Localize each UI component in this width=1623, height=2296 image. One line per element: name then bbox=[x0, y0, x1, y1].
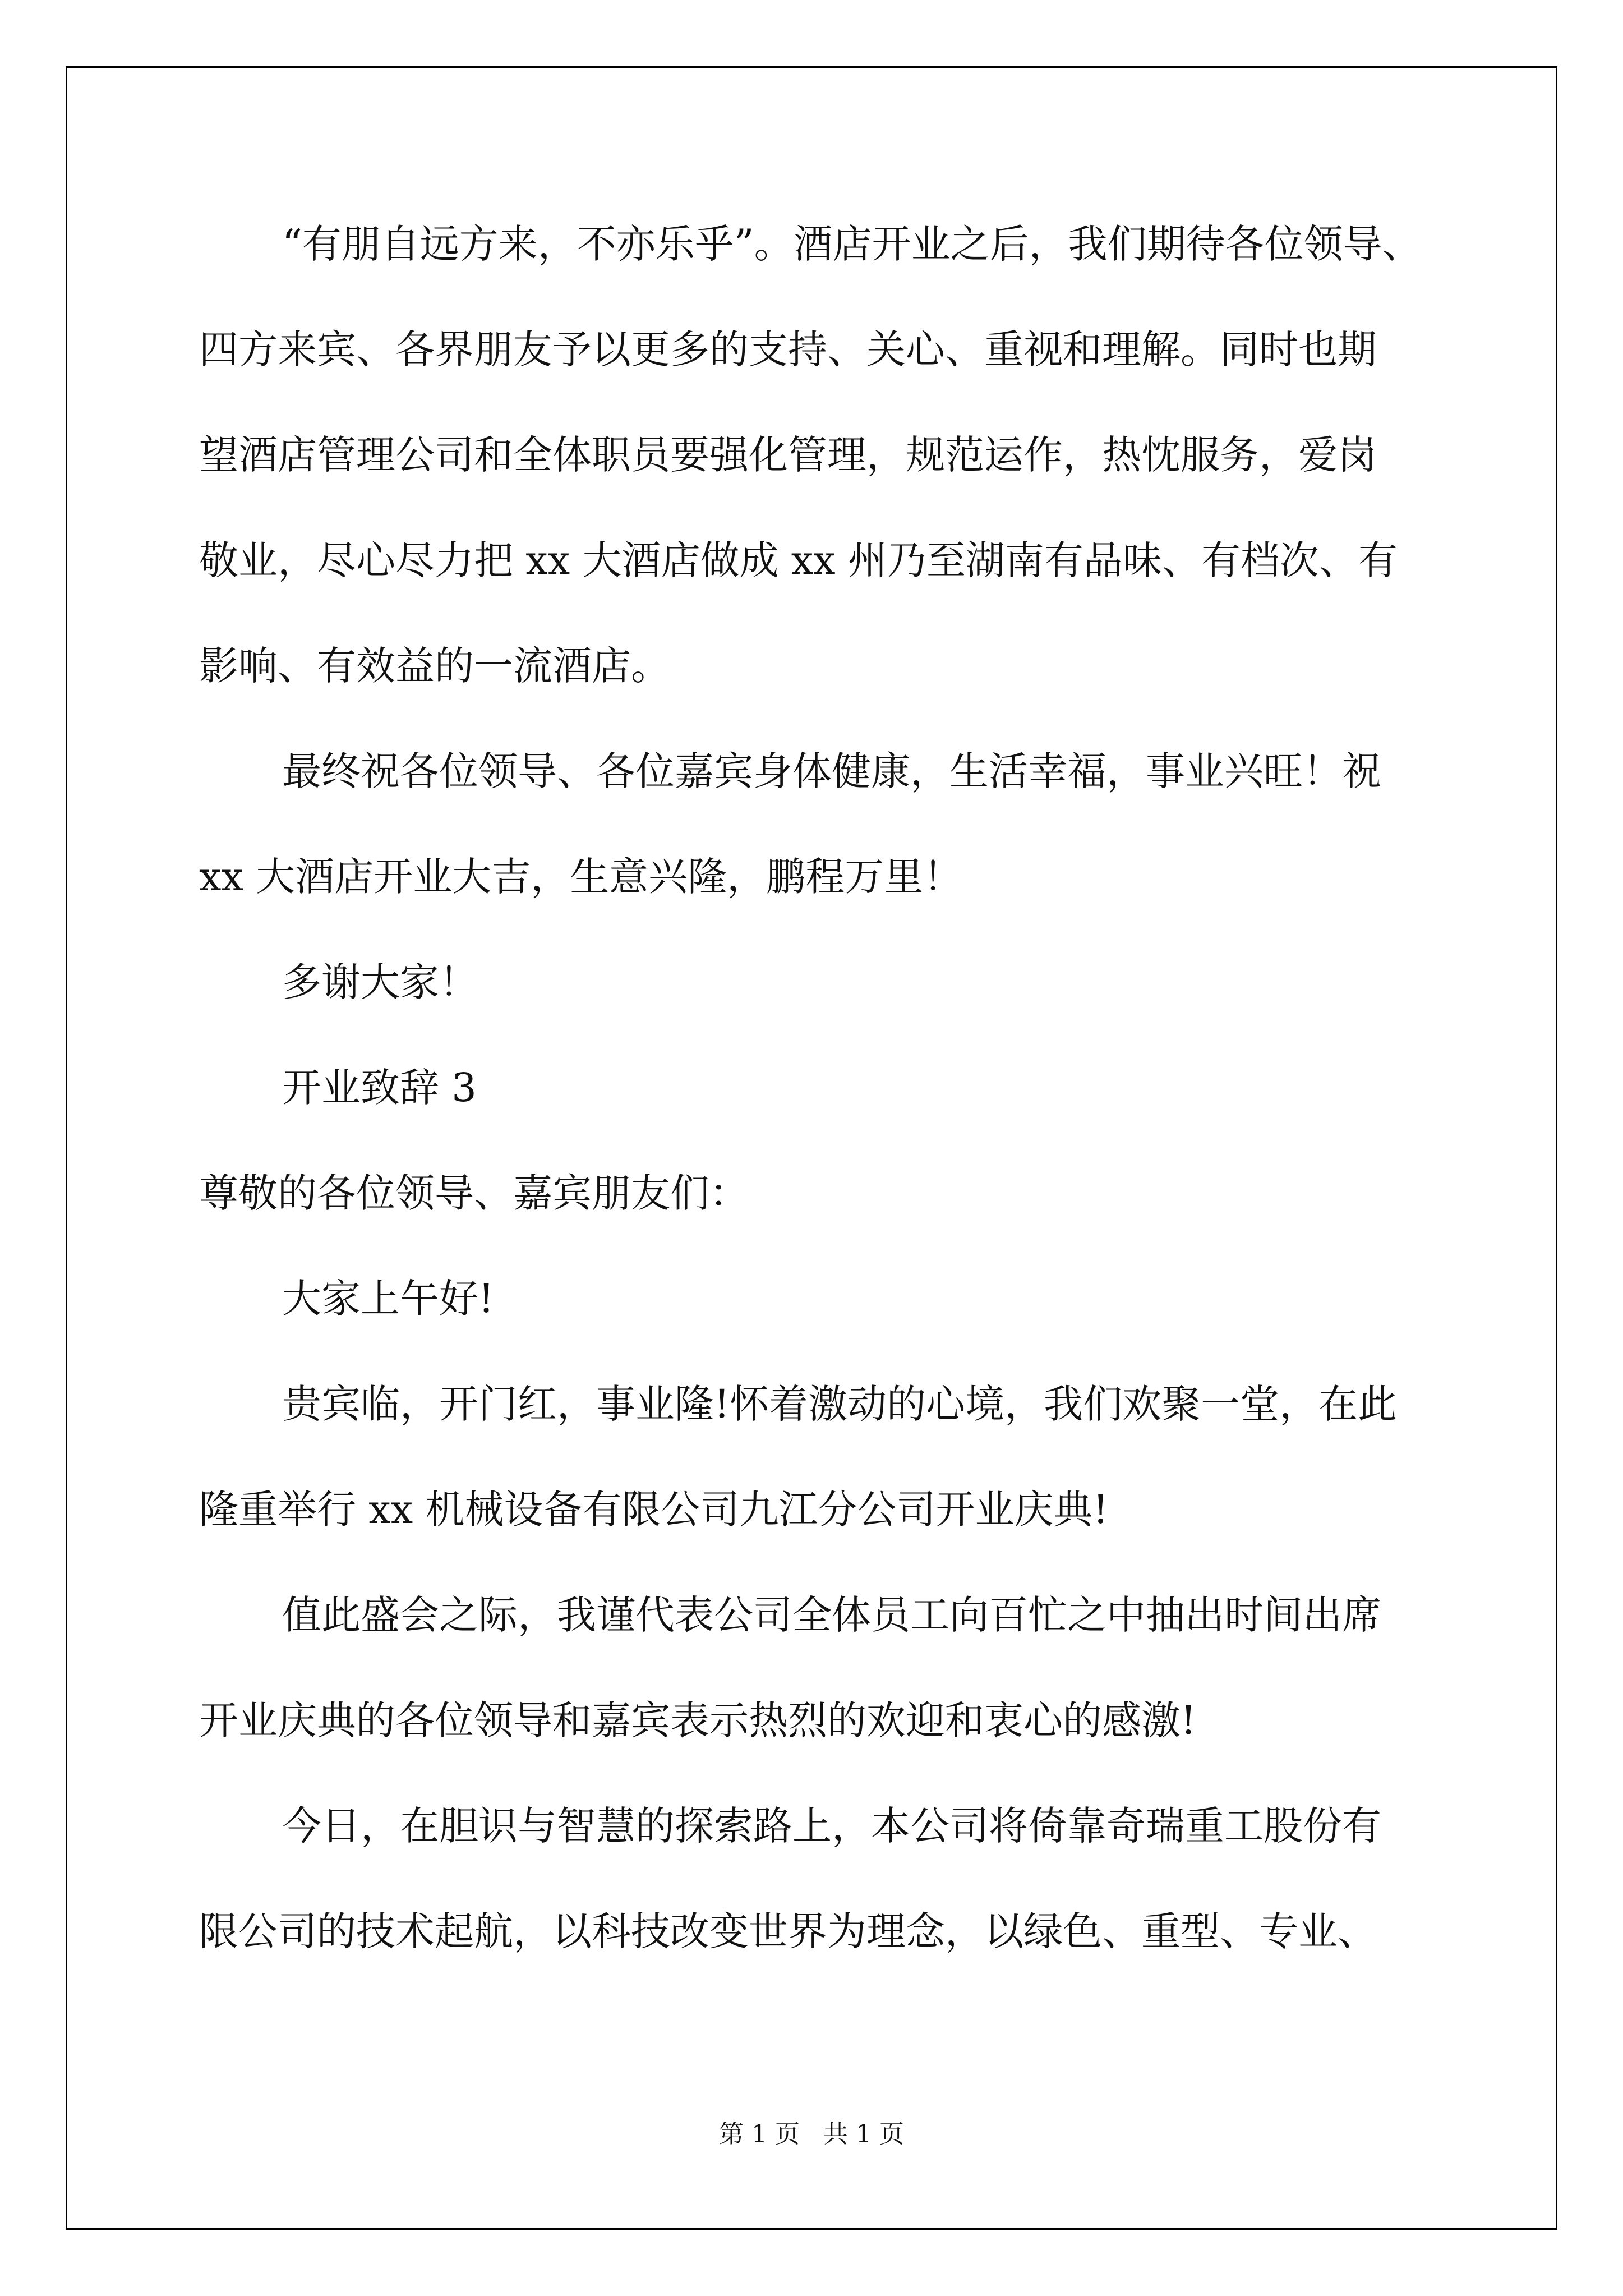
paragraph-line: 限公司的技术起航，以科技改变世界为理念，以绿色、重型、专业、 bbox=[199, 1908, 1377, 1954]
paragraph-line: 影响、有效益的一流酒店。 bbox=[199, 643, 670, 689]
paragraph-line: 最终祝各位领导、各位嘉宾身体健康，生活幸福，事业兴旺！祝 bbox=[282, 748, 1381, 794]
page-number: 第 1 页 bbox=[719, 2120, 800, 2148]
paragraph-line: 望酒店管理公司和全体职员要强化管理，规范运作，热忱服务，爱岗 bbox=[199, 432, 1377, 478]
paragraph-line: 多谢大家！ bbox=[282, 959, 478, 1005]
paragraph-line: 贵宾临，开门红，事业隆!怀着激动的心境，我们欢聚一堂，在此 bbox=[282, 1381, 1398, 1427]
salutation-line: 尊敬的各位领导、嘉宾朋友们： bbox=[199, 1170, 749, 1216]
paragraph-line: 敬业，尽心尽力把 xx 大酒店做成 xx 州乃至湖南有品味、有档次、有 bbox=[199, 537, 1398, 583]
paragraph-line: 四方来宾、各界朋友予以更多的支持、关心、重视和理解。同时也期 bbox=[199, 326, 1377, 372]
paragraph-line: 值此盛会之际，我谨代表公司全体员工向百忙之中抽出时间出席 bbox=[282, 1592, 1381, 1638]
section-heading: 开业致辞 3 bbox=[282, 1065, 477, 1111]
paragraph-line: 今日，在胆识与智慧的探索路上，本公司将倚靠奇瑞重工股份有 bbox=[282, 1803, 1381, 1849]
paragraph-line: xx 大酒店开业大吉，生意兴隆，鹏程万里！ bbox=[199, 854, 963, 900]
paragraph-line: “有朋自远方来，不亦乐乎”。酒店开业之后，我们期待各位领导、 bbox=[282, 221, 1422, 267]
page-total: 共 1 页 bbox=[823, 2120, 904, 2148]
page-footer bbox=[0, 2114, 1623, 2150]
paragraph-line: 隆重举行 xx 机械设备有限公司九江分公司开业庆典! bbox=[199, 1487, 1109, 1533]
document-body bbox=[199, 216, 1495, 2009]
paragraph-line: 大家上午好! bbox=[282, 1276, 495, 1322]
paragraph-line: 开业庆典的各位领导和嘉宾表示热烈的欢迎和衷心的感激! bbox=[199, 1697, 1197, 1743]
